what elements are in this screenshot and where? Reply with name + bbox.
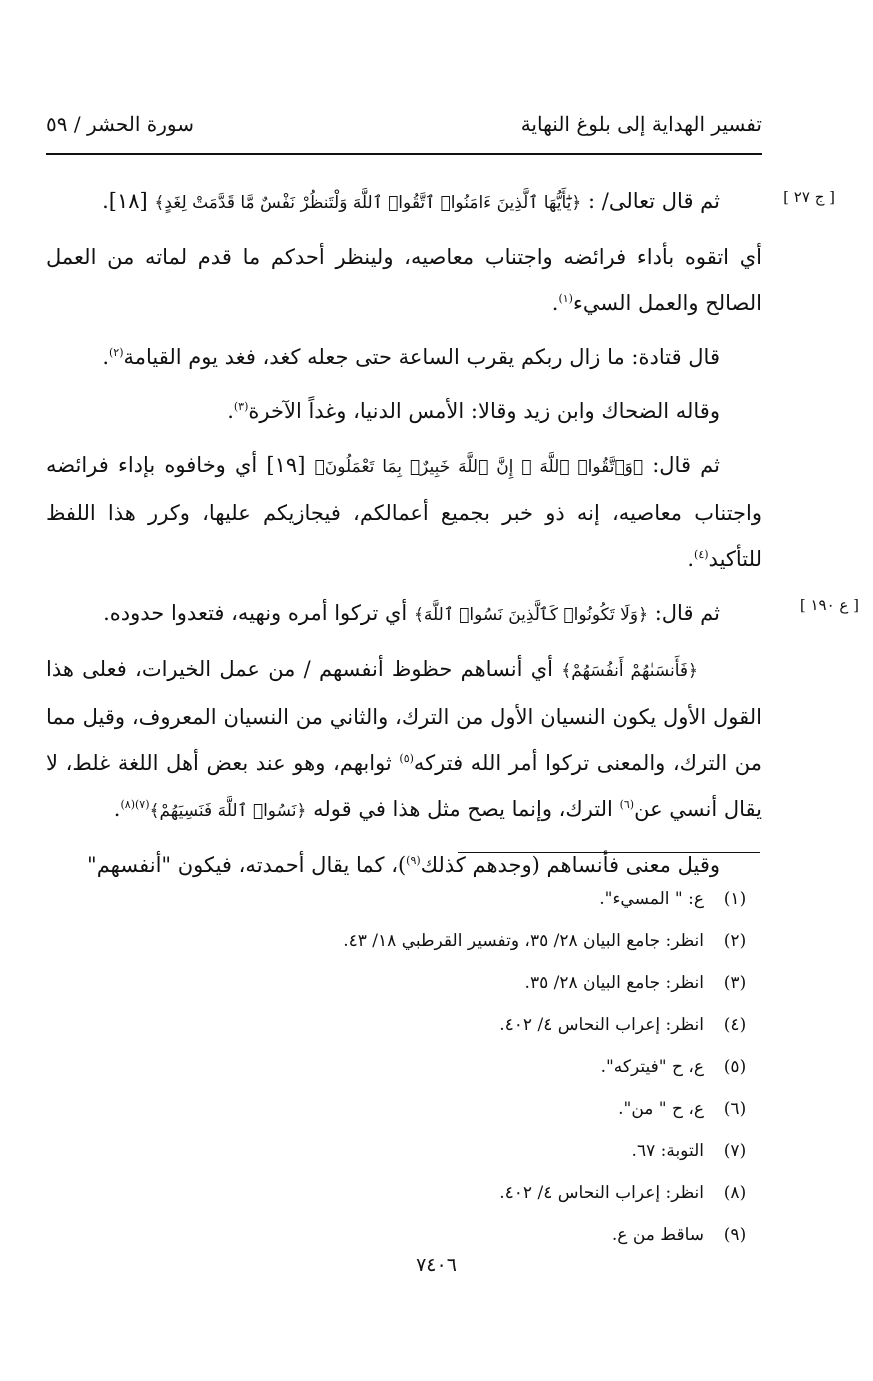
footnote-text: انظر: جامع البيان ٢٨/ ٣٥. — [524, 973, 704, 993]
paragraph-2 — [46, 234, 762, 326]
text-run: وقيل معنى فأنساهم (وجدهم كذلك — [420, 853, 720, 877]
footnote-ref[interactable]: (١) — [558, 292, 573, 305]
footnote-text: انظر: إعراب النحاس ٤/ ٤٠٢. — [499, 1015, 704, 1035]
footnote-item — [46, 1214, 762, 1256]
footnote-ref[interactable]: (٤) — [694, 548, 709, 561]
text-run: قال قتادة: ما زال ربكم يقرب الساعة حتى جعله كغد، فغد يوم القيامة — [123, 345, 720, 369]
text-run: ثم قال: — [643, 453, 720, 477]
text-run: [١٨]. — [102, 189, 155, 213]
text-run: . — [113, 797, 121, 821]
paragraph-4 — [46, 388, 762, 434]
text-run: )، كما يقال أحمدته، فيكون "أنفسهم" — [87, 853, 407, 877]
footnote-text: ع: " المسيء". — [599, 889, 704, 909]
footnote-number: (٩) — [723, 1225, 747, 1245]
paragraph-6 — [46, 590, 762, 638]
footnote-text: ع، ح " من". — [618, 1099, 704, 1119]
footnote-text: انظر: جامع البيان ٢٨/ ٣٥، وتفسير القرطبي ١٨/ ٤٣. — [343, 931, 704, 951]
footnote-item — [46, 962, 762, 1004]
text-run: [١٩] أي وخافوه بإداء فرائضه واجتناب معاصيه، إنه ذو خبر بجميع أعمالكم، فيجازيكم عليها، وكرر هذا اللفظ للتأكيد — [46, 453, 762, 571]
footnote-text: التوبة: ٦٧. — [631, 1141, 704, 1161]
text-run: ثم قال تعالى/ : — [581, 189, 720, 213]
footnote-number: (٤) — [723, 1015, 747, 1035]
paragraph-7 — [46, 646, 762, 834]
footnote-number: (٦) — [723, 1099, 747, 1119]
footnote-ref[interactable]: (٣) — [233, 400, 249, 413]
book-title: تفسير الهداية إلى بلوغ النهاية — [520, 112, 762, 136]
footnote-number: (٥) — [723, 1057, 747, 1077]
text-run: ثوابهم، وهو عند بعض أهل اللغة غلط، لا يقال أنسي عن — [46, 751, 762, 821]
quran-verse: ﴿فَأَنسَىٰهُمْ أَنفُسَهُمْ﴾ — [561, 661, 698, 681]
paragraph-5 — [46, 442, 762, 582]
footnote-item — [46, 1172, 762, 1214]
footnote-ref[interactable]: (٦) — [619, 798, 635, 811]
footnote-text: ساقط من ع. — [611, 1225, 704, 1245]
quran-verse: ﴿يَٰٓأَيُّهَا ٱلَّذِينَ ءَامَنُوا۟ ٱتَّقُوا۟ ٱللَّهَ وَلْتَنظُرْ نَفْسٌ مَّا قَدَّمَتْ لِغَدٍ﴾ — [154, 193, 582, 213]
text-run: . — [687, 547, 695, 571]
text-run: أي تركوا أمره ونهيه، فتعدوا حدوده. — [103, 601, 414, 625]
text-run: . — [551, 291, 559, 315]
quran-verse: ﴿وَلَا تَكُونُوا۟ كَٱلَّذِينَ نَسُوا۟ ٱللَّهَ﴾ — [413, 605, 649, 625]
footnote-ref[interactable]: (٧)(٨) — [120, 798, 150, 811]
footnote-number: (٨) — [723, 1183, 747, 1203]
footnote-text: ع، ح "فيتركه". — [600, 1057, 704, 1077]
paragraph-1 — [46, 178, 762, 226]
main-text — [46, 178, 762, 896]
footnote-separator — [458, 852, 760, 853]
footnote-item — [46, 1088, 762, 1130]
footnotes-list — [46, 878, 762, 1256]
text-run: ثم قال: — [648, 601, 720, 625]
surah-page-ref: سورة الحشر / ٥٩ — [46, 112, 194, 136]
margin-note-manuscript-j: [ ج ٢٧ ] — [783, 188, 835, 206]
text-run: وقاله الضحاك وابن زيد وقالا: الأمس الدنيا، وغداً الآخرة — [248, 399, 720, 423]
footnote-number: (١) — [723, 889, 747, 909]
footnote-item — [46, 878, 762, 920]
header-rule — [46, 153, 762, 155]
paragraph-3 — [46, 334, 762, 380]
footnote-text: انظر: إعراب النحاس ٤/ ٤٠٢. — [499, 1183, 704, 1203]
footnote-ref[interactable]: (٢) — [109, 346, 124, 359]
margin-note-manuscript-a: [ ع ١٩٠ ] — [799, 596, 859, 614]
text-run: . — [227, 399, 234, 423]
text-run: الترك، وإنما يصح مثل هذا في قوله — [306, 797, 620, 821]
footnote-ref[interactable]: (٩) — [406, 854, 421, 867]
quran-verse: ﴿نَسُوا۟ ٱللَّهَ فَنَسِيَهُمْ﴾ — [149, 801, 307, 821]
footnote-item — [46, 1004, 762, 1046]
text-run: أي أنساهم حظوظ أنفسهم / من عمل الخيرات، فعلى هذا القول الأول يكون النسيان الأول من الترك، والثاني من النسيان المعروف، وقيل مما من الترك، والمعنى تركوا أمر الله فتركه — [46, 657, 762, 775]
text-run: . — [102, 345, 109, 369]
page-number: ٧٤٠٦ — [416, 1254, 457, 1276]
text-run: أي اتقوه بأداء فرائضه واجتناب معاصيه، ولينظر أحدكم ما قدم لماته من العمل الصالح والعمل السيء — [46, 245, 762, 315]
quran-verse: ﴿وَٱتَّقُوا۟ ٱللَّهَ ۚ إِنَّ ٱللَّهَ خَبِيرٌۢ بِمَا تَعْمَلُونَ﴾ — [314, 457, 644, 477]
footnote-item — [46, 1130, 762, 1172]
footnote-item — [46, 920, 762, 962]
footnote-number: (٣) — [723, 973, 747, 993]
footnote-number: (٢) — [723, 931, 747, 951]
footnote-number: (٧) — [723, 1141, 747, 1161]
running-header — [46, 112, 762, 144]
footnote-ref[interactable]: (٥) — [399, 752, 414, 765]
footnote-item — [46, 1046, 762, 1088]
